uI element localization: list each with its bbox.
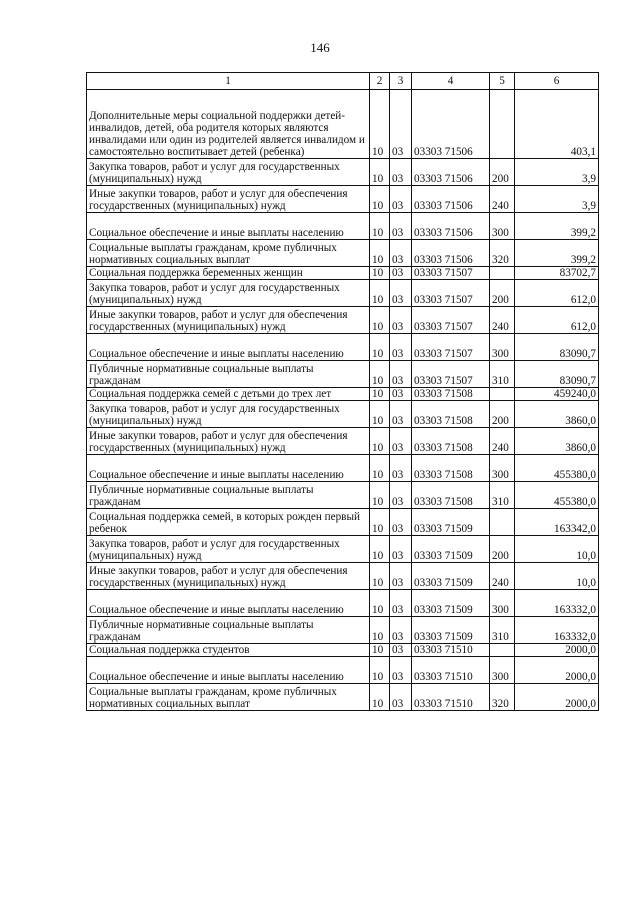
row-expense-type: [490, 267, 515, 280]
row-name: Публичные нормативные социальные выплаты гражданам: [87, 361, 370, 388]
row-amount: 10,0: [515, 563, 599, 590]
table-row: [87, 401, 599, 428]
header-row: [87, 73, 599, 90]
row-name: Социальная поддержка семей, в которых рожден первый ребенок: [87, 509, 370, 536]
row-name: Иные закупки товаров, работ и услуг для обеспечения государственных (муниципальных) нужд: [87, 307, 370, 334]
row-amount: 399,2: [515, 240, 599, 267]
row-section: 10: [370, 240, 390, 267]
row-expense-type: 300: [490, 334, 515, 361]
row-amount: 459240,0: [515, 388, 599, 401]
row-name: Социальные выплаты гражданам, кроме публичных нормативных социальных выплат: [87, 684, 370, 711]
row-name: Социальная поддержка беременных женщин: [87, 267, 370, 280]
row-section: 10: [370, 617, 390, 644]
col-header-subsection: 3: [390, 73, 412, 90]
row-name: Иные закупки товаров, работ и услуг для обеспечения государственных (муниципальных) нужд: [87, 186, 370, 213]
table-row: [87, 590, 599, 617]
row-expense-type: 300: [490, 590, 515, 617]
row-section: 10: [370, 401, 390, 428]
row-amount: 3,9: [515, 186, 599, 213]
row-target-article: 03303 71506: [412, 159, 490, 186]
row-section: 10: [370, 361, 390, 388]
row-subsection: 03: [390, 657, 412, 684]
table-row: [87, 644, 599, 657]
row-subsection: 03: [390, 361, 412, 388]
row-expense-type: 310: [490, 482, 515, 509]
row-section: 10: [370, 590, 390, 617]
row-amount: 399,2: [515, 213, 599, 240]
row-section: 10: [370, 267, 390, 280]
row-target-article: 03303 71508: [412, 388, 490, 401]
row-target-article: 03303 71508: [412, 482, 490, 509]
row-amount: 612,0: [515, 307, 599, 334]
col-header-expense-type: 5: [490, 73, 515, 90]
row-expense-type: 300: [490, 455, 515, 482]
row-subsection: 03: [390, 428, 412, 455]
row-target-article: 03303 71510: [412, 644, 490, 657]
row-amount: 83090,7: [515, 334, 599, 361]
row-section: 10: [370, 334, 390, 361]
row-target-article: 03303 71507: [412, 361, 490, 388]
row-amount: 2000,0: [515, 657, 599, 684]
table-row: [87, 509, 599, 536]
row-amount: 10,0: [515, 536, 599, 563]
row-expense-type: [490, 388, 515, 401]
row-target-article: 03303 71509: [412, 536, 490, 563]
row-target-article: 03303 71506: [412, 213, 490, 240]
row-subsection: 03: [390, 509, 412, 536]
table-row: [87, 563, 599, 590]
table-row: [87, 90, 599, 159]
table-row: [87, 388, 599, 401]
row-amount: 163332,0: [515, 590, 599, 617]
row-amount: 3,9: [515, 159, 599, 186]
row-subsection: 03: [390, 267, 412, 280]
table-row: [87, 334, 599, 361]
row-amount: 163332,0: [515, 617, 599, 644]
row-amount: 83090,7: [515, 361, 599, 388]
row-subsection: 03: [390, 482, 412, 509]
table-row: [87, 684, 599, 711]
row-section: 10: [370, 307, 390, 334]
row-target-article: 03303 71506: [412, 240, 490, 267]
row-section: 10: [370, 684, 390, 711]
row-subsection: 03: [390, 307, 412, 334]
table-row: [87, 186, 599, 213]
row-expense-type: 240: [490, 428, 515, 455]
row-name: Социальное обеспечение и иные выплаты населению: [87, 213, 370, 240]
table-row: [87, 280, 599, 307]
row-target-article: 03303 71509: [412, 563, 490, 590]
row-target-article: 03303 71506: [412, 186, 490, 213]
row-name: Социальная поддержка семей с детьми до трех лет: [87, 388, 370, 401]
row-section: 10: [370, 482, 390, 509]
row-section: 10: [370, 280, 390, 307]
table-row: [87, 240, 599, 267]
row-subsection: 03: [390, 186, 412, 213]
row-target-article: 03303 71508: [412, 401, 490, 428]
row-section: 10: [370, 159, 390, 186]
row-amount: 3860,0: [515, 428, 599, 455]
table-row: [87, 617, 599, 644]
row-target-article: 03303 71508: [412, 428, 490, 455]
row-section: 10: [370, 563, 390, 590]
row-section: 10: [370, 536, 390, 563]
row-section: 10: [370, 657, 390, 684]
row-expense-type: 320: [490, 240, 515, 267]
row-amount: 455380,0: [515, 455, 599, 482]
table-row: [87, 361, 599, 388]
row-name: Закупка товаров, работ и услуг для государственных (муниципальных) нужд: [87, 401, 370, 428]
row-expense-type: 240: [490, 307, 515, 334]
row-target-article: 03303 71509: [412, 590, 490, 617]
row-name: Иные закупки товаров, работ и услуг для обеспечения государственных (муниципальных) нужд: [87, 563, 370, 590]
col-header-section: 2: [370, 73, 390, 90]
row-target-article: 03303 71508: [412, 455, 490, 482]
page-number: 146: [310, 40, 330, 55]
row-subsection: 03: [390, 334, 412, 361]
row-name: Публичные нормативные социальные выплаты гражданам: [87, 482, 370, 509]
row-name: Социальная поддержка студентов: [87, 644, 370, 657]
row-amount: 612,0: [515, 280, 599, 307]
table-row: [87, 159, 599, 186]
table-row: [87, 213, 599, 240]
row-name: Социальное обеспечение и иные выплаты населению: [87, 455, 370, 482]
row-amount: 163342,0: [515, 509, 599, 536]
table-row: [87, 307, 599, 334]
row-subsection: 03: [390, 590, 412, 617]
row-subsection: 03: [390, 159, 412, 186]
row-section: 10: [370, 644, 390, 657]
row-expense-type: 320: [490, 684, 515, 711]
table-row: [87, 657, 599, 684]
table-row: [87, 482, 599, 509]
row-subsection: 03: [390, 90, 412, 159]
row-target-article: 03303 71507: [412, 334, 490, 361]
row-amount: 83702,7: [515, 267, 599, 280]
row-amount: 403,1: [515, 90, 599, 159]
row-expense-type: 310: [490, 361, 515, 388]
table-row: [87, 267, 599, 280]
row-expense-type: 200: [490, 536, 515, 563]
row-amount: 2000,0: [515, 644, 599, 657]
row-section: 10: [370, 186, 390, 213]
row-subsection: 03: [390, 644, 412, 657]
row-expense-type: [490, 509, 515, 536]
row-amount: 2000,0: [515, 684, 599, 711]
row-target-article: 03303 71509: [412, 509, 490, 536]
row-expense-type: [490, 644, 515, 657]
row-name: Дополнительные меры социальной поддержки детей-инвалидов, детей, оба родителя которых являются инвалидами или один из родителей является инвалидом и самостоятельно воспитывает детей (ребенка): [87, 90, 370, 159]
row-subsection: 03: [390, 536, 412, 563]
row-expense-type: 200: [490, 280, 515, 307]
row-expense-type: 300: [490, 213, 515, 240]
row-target-article: 03303 71506: [412, 90, 490, 159]
row-section: 10: [370, 455, 390, 482]
row-target-article: 03303 71507: [412, 280, 490, 307]
table-row: [87, 536, 599, 563]
row-name: Социальное обеспечение и иные выплаты населению: [87, 657, 370, 684]
row-expense-type: 240: [490, 563, 515, 590]
row-name: Публичные нормативные социальные выплаты гражданам: [87, 617, 370, 644]
row-subsection: 03: [390, 388, 412, 401]
row-target-article: 03303 71507: [412, 267, 490, 280]
row-subsection: 03: [390, 684, 412, 711]
row-subsection: 03: [390, 563, 412, 590]
row-name: Иные закупки товаров, работ и услуг для обеспечения государственных (муниципальных) нужд: [87, 428, 370, 455]
row-expense-type: 240: [490, 186, 515, 213]
row-subsection: 03: [390, 280, 412, 307]
col-header-target-article: 4: [412, 73, 490, 90]
row-section: 10: [370, 90, 390, 159]
row-subsection: 03: [390, 240, 412, 267]
row-subsection: 03: [390, 401, 412, 428]
row-amount: 455380,0: [515, 482, 599, 509]
row-subsection: 03: [390, 213, 412, 240]
table-row: [87, 455, 599, 482]
row-name: Социальное обеспечение и иные выплаты населению: [87, 334, 370, 361]
row-expense-type: 300: [490, 657, 515, 684]
row-name: Закупка товаров, работ и услуг для государственных (муниципальных) нужд: [87, 280, 370, 307]
row-subsection: 03: [390, 617, 412, 644]
row-name: Социальные выплаты гражданам, кроме публичных нормативных социальных выплат: [87, 240, 370, 267]
row-target-article: 03303 71507: [412, 307, 490, 334]
col-header-name: 1: [87, 73, 370, 90]
col-header-amount: 6: [515, 73, 599, 90]
row-section: 10: [370, 213, 390, 240]
row-amount: 3860,0: [515, 401, 599, 428]
row-section: 10: [370, 509, 390, 536]
table-row: [87, 428, 599, 455]
row-name: Социальное обеспечение и иные выплаты населению: [87, 590, 370, 617]
row-name: Закупка товаров, работ и услуг для государственных (муниципальных) нужд: [87, 159, 370, 186]
row-section: 10: [370, 428, 390, 455]
budget-table: [86, 72, 599, 711]
row-name: Закупка товаров, работ и услуг для государственных (муниципальных) нужд: [87, 536, 370, 563]
row-expense-type: 200: [490, 401, 515, 428]
row-target-article: 03303 71509: [412, 617, 490, 644]
row-subsection: 03: [390, 455, 412, 482]
row-target-article: 03303 71510: [412, 684, 490, 711]
row-expense-type: 200: [490, 159, 515, 186]
row-expense-type: [490, 90, 515, 159]
row-section: 10: [370, 388, 390, 401]
row-target-article: 03303 71510: [412, 657, 490, 684]
row-expense-type: 310: [490, 617, 515, 644]
